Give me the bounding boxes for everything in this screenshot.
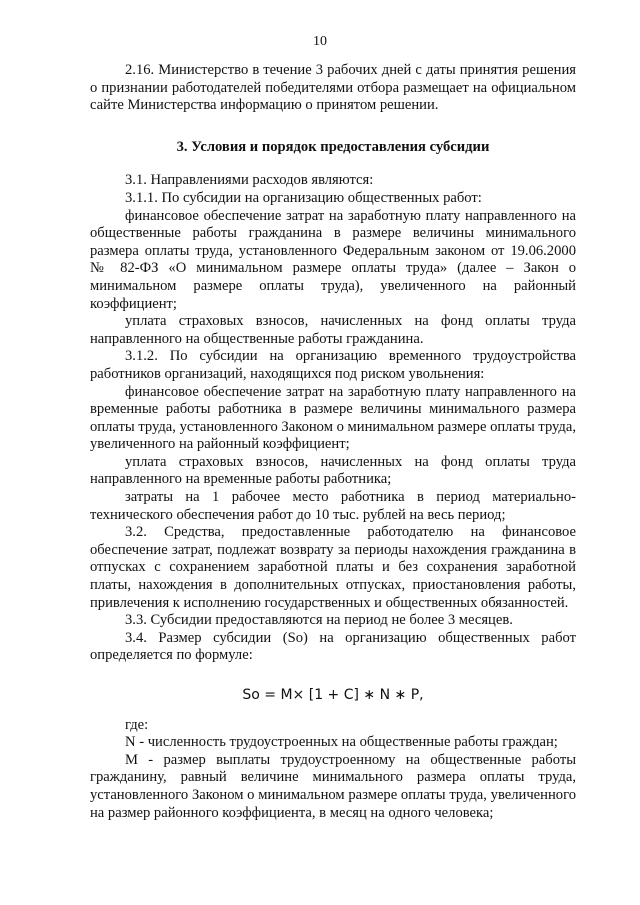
paragraph-3-1-2-c: затраты на 1 рабочее место работника в период материально-технического обеспечения работ до 10 тыс. рублей на весь период; xyxy=(90,489,576,523)
paragraph-3-1-1: 3.1.1. По субсидии на организацию общественных работ: xyxy=(125,189,482,206)
paragraph-3-1-1-b: уплата страховых взносов, начисленных на фонд оплаты труда направленного на общественные работы гражданина. xyxy=(90,313,576,347)
formula: So = M× [1 + C] ∗ N ∗ P, xyxy=(242,687,424,703)
paragraph-3-1-2-a: финансовое обеспечение затрат на заработную плату направленного на временные работы работника в размере величины минимального размера оплаты труда, установленного Законом о минимальном размере оплаты труда, увеличенного на районный коэффициент; xyxy=(90,383,576,453)
paragraph-where: где: xyxy=(125,716,149,733)
paragraph-definition-m: М - размер выплаты трудоустроенному на общественные работы гражданину, равный величине минимального размера оплаты труда, установленного Законом о минимальном размере оплаты труда, увеличенного на размер районного коэффициента, в месяц на одного человека; xyxy=(90,751,576,821)
paragraph-3-4: 3.4. Размер субсидии (So) на организацию общественных работ определяется по формуле: xyxy=(90,629,576,664)
paragraph-definition-n: N - численность трудоустроенных на общественные работы граждан; xyxy=(125,734,558,751)
document-body xyxy=(90,62,576,822)
paragraph-3-1-2: 3.1.2. По субсидии на организацию временного трудоустройства работников организаций, находящихся под риском увольнения: xyxy=(90,348,576,382)
paragraph-3-1-1-a: финансовое обеспечение затрат на заработную плату направленного на общественные работы гражданина в размере величины минимального размера оплаты труда, установленного Федеральным законом от 19.06.2000 № 82-ФЗ «О минимальном размере оплаты труда» (далее – Закон о минимальном размере оплаты труда), увеличенного на районный коэффициент; xyxy=(90,207,576,312)
paragraph-3-1-2-b: уплата страховых взносов, начисленных на фонд оплаты труда направленного на временные работы работника; xyxy=(90,453,576,488)
paragraph-3-1: 3.1. Направлениями расходов являются: xyxy=(125,172,374,189)
paragraph-3-3: 3.3. Субсидии предоставляются на период не более 3 месяцев. xyxy=(125,612,513,629)
paragraph-3-2: 3.2. Средства, предоставленные работодателю на финансовое обеспечение затрат, подлежат возврату за периоды нахождения гражданина в отпусках с сохранением заработной платы и без сохранения заработной платы, нахождения в дополнительных отпусках, приостановления работы, привлечения к исполнению государственных и общественных обязанностей. xyxy=(90,524,576,611)
paragraph-2-16: 2.16. Министерство в течение 3 рабочих дней с даты принятия решения о признании работодателей победителями отбора размещает на официальном сайте Министерства информацию о принятом решении. xyxy=(90,62,576,114)
page-number: 10 xyxy=(313,34,327,49)
section-heading: 3. Условия и порядок предоставления субсидии xyxy=(176,138,490,155)
